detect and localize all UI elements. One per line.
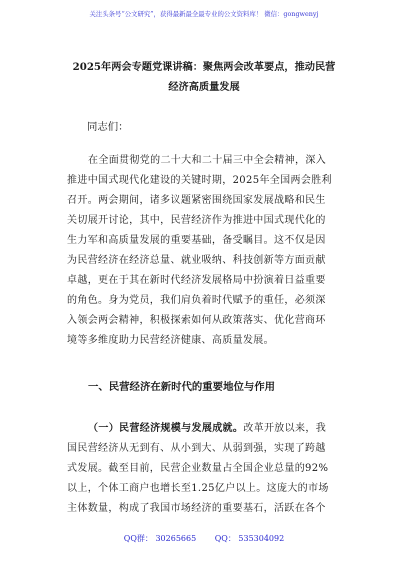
header-promo-text: 关注头条号“公文研究”，获得最新最全最专业的公文资料库！ 微信：gongwenyj — [89, 10, 319, 18]
document-title-line-1: 2025年两会专题党课讲稿：聚焦两会改革要点，推动民营 — [72, 61, 336, 73]
intro-line: 入领会两会精神，积极探索如何从政策落实、优化营商环 — [67, 315, 326, 326]
intro-line: 境等多维度助力民营经济健康、高质量发展。 — [67, 335, 274, 346]
intro-line: 生力军和高质量发展的重要基础，备受瞩目。这不仅是因 — [67, 235, 326, 246]
intro-line: 召开。两会期间，诸多议题紧密围绕国家发展战略和民生 — [67, 195, 326, 206]
subsection-line: 主体数量，构成了我国市场经济的重要基石，活跃在各个 — [67, 503, 326, 514]
footer-qq-group: QQ群： 30265665 — [123, 534, 197, 543]
subsection-line: 式发展。截至目前，民营企业数量占全国企业总量的92% — [67, 463, 329, 474]
intro-line: 为民营经济在经济总量、就业吸纳、科技创新等方面贡献 — [67, 255, 326, 266]
footer-contact — [0, 533, 408, 545]
subsection-heading: （一）民营经济规模与发展成就。 — [88, 423, 244, 434]
salutation: 同志们： — [87, 121, 129, 133]
subsection-line: 以上，个体工商户也增长至1.25亿户以上。这庞大的市场 — [67, 483, 329, 494]
intro-line: 推进中国式现代化建设的关键时期，2025年全国两会胜利 — [67, 175, 332, 186]
intro-line: 在全面贯彻党的二十大和二十届三中全会精神，深入 — [88, 155, 327, 166]
intro-line: 关切展开讨论，其中，民营经济作为推进中国式现代化的 — [67, 215, 326, 226]
subsection-first-line — [88, 422, 326, 436]
subsection-first-line-text: 改革开放以来，我 — [243, 423, 327, 434]
section-heading: 一、民营经济在新时代的重要地位与作用 — [88, 381, 276, 393]
subsection-line: 国民营经济从无到有、从小到大、从弱到强，实现了跨越 — [67, 443, 326, 454]
document-title-line-2: 经济高质量发展 — [168, 81, 240, 93]
intro-line: 的角色。身为党员，我们肩负着时代赋予的重任，必须深 — [67, 295, 326, 306]
intro-line: 卓越，更在于其在新时代经济发展格局中扮演着日益重要 — [67, 275, 326, 286]
footer-qq: QQ： 535304092 — [214, 534, 285, 543]
